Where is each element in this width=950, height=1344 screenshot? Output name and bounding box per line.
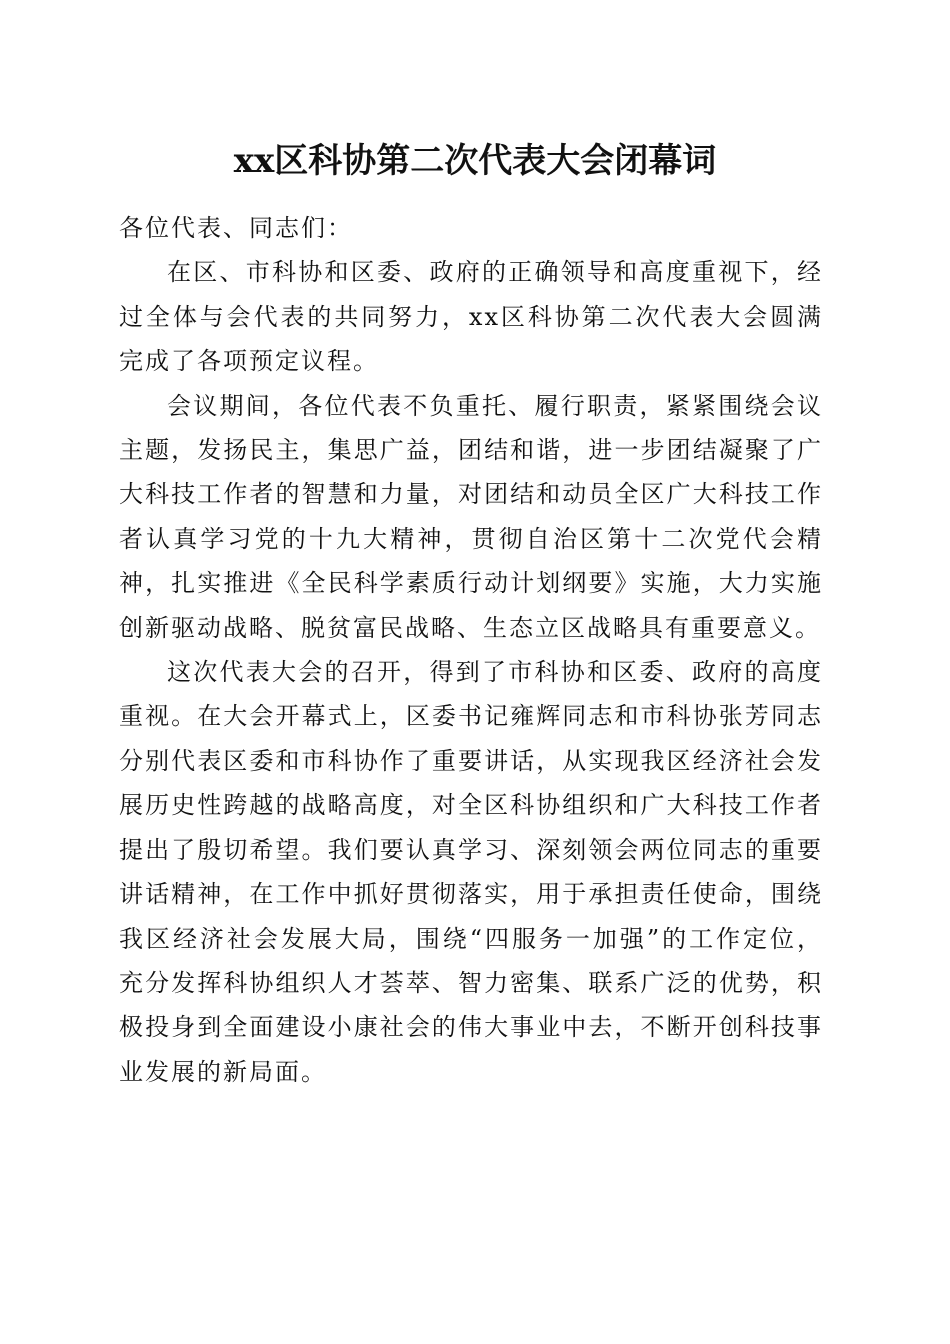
paragraph-2: 会议期间，各位代表不负重托、履行职责，紧紧围绕会议主题，发扬民主，集思广益，团结和谐，进一步团结凝聚了广大科技工作者的智慧和力量，对团结和动员全区广大科技工作者认真学习党的十九大精神，贯彻自治区第十二次党代会精神，扎实推进《全民科学素质行动计划纲要》实施，大力实施创新驱动战略、脱贫富民战略、生态立区战略具有重要意义。 — [119, 391, 823, 642]
paragraph-1: 在区、市科协和区委、政府的正确领导和高度重视下，经过全体与会代表的共同努力，xx区科协第二次代表大会圆满完成了各项预定议程。 — [119, 258, 823, 376]
document-title: xx区科协第二次代表大会闭幕词 — [233, 141, 717, 181]
document-body — [119, 206, 823, 1094]
salutation: 各位代表、同志们： — [119, 214, 353, 242]
paragraph-3: 这次代表大会的召开，得到了市科协和区委、政府的高度重视。在大会开幕式上，区委书记雍辉同志和市科协张芳同志分别代表区委和市科协作了重要讲话，从实现我区经济社会发展历史性跨越的战略高度，对全区科协组织和广大科技工作者提出了殷切希望。我们要认真学习、深刻领会两位同志的重要讲话精神，在工作中抓好贯彻落实，用于承担责任使命，围绕我区经济社会发展大局，围绕“四服务一加强”的工作定位，充分发挥科协组织人才荟萃、智力密集、联系广泛的优势，积极投身到全面建设小康社会的伟大事业中去，不断开创科技事业发展的新局面。 — [119, 658, 823, 1086]
